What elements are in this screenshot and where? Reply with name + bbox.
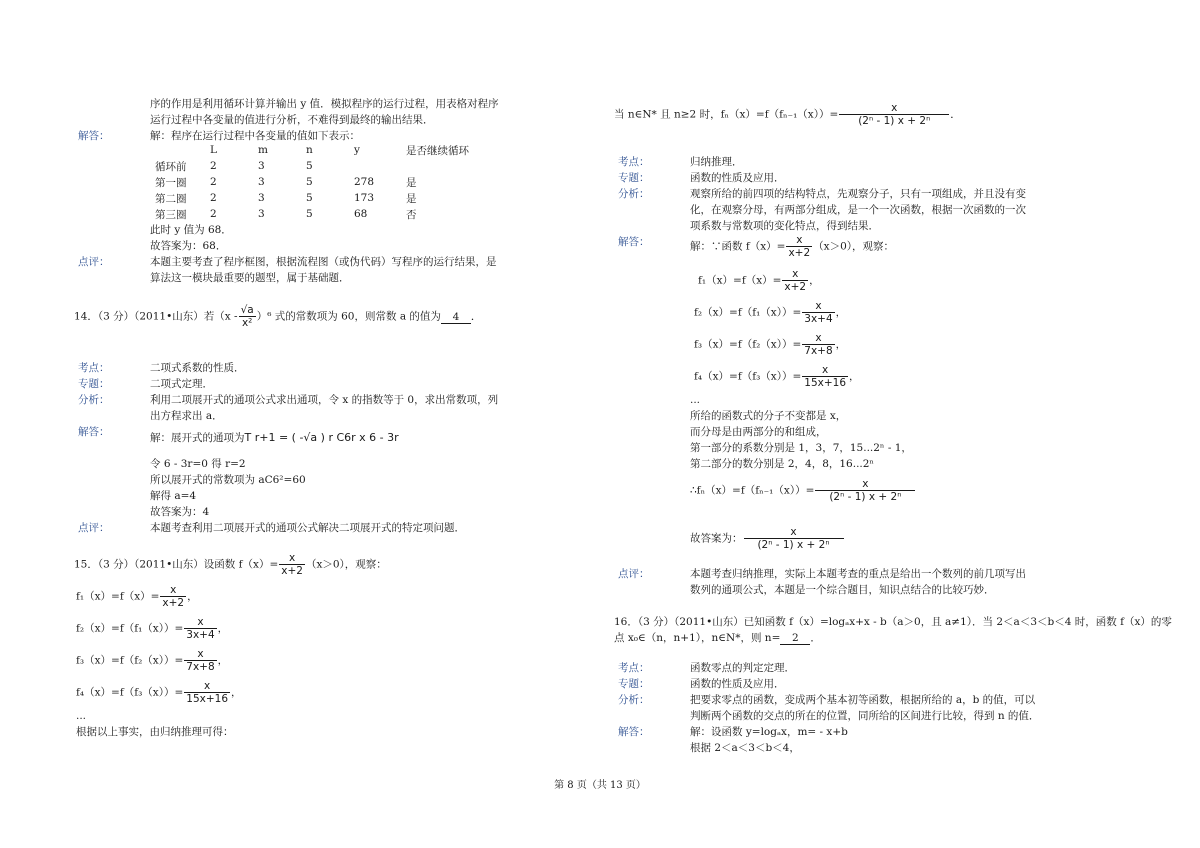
fraction-numerator: x	[802, 332, 834, 345]
text-line: 二项式定理．	[150, 378, 213, 390]
text-line: 利用二项展开式的通项公式求出通项，令 x 的指数等于 0，求出常数项，列	[150, 394, 499, 406]
table-cell: 2	[210, 208, 217, 220]
page-footer: 第 8 页（共 13 页）	[554, 780, 646, 791]
text-line: 归纳推理．	[690, 156, 743, 168]
f1-fraction	[160, 584, 186, 609]
f4-label: f₄（x）=f（f₃（x））=	[76, 686, 184, 699]
table-header: y	[354, 144, 360, 156]
table-header: n	[306, 144, 313, 156]
table-cell: 2	[210, 192, 217, 204]
q14-denominator: x²	[241, 317, 253, 329]
text-line: 第二部分的数分别是 2，4，8，16...2ⁿ	[690, 458, 874, 470]
fraction-numerator: x	[184, 648, 216, 661]
table-cell: 3	[258, 208, 265, 220]
q14-numerator: √a	[240, 304, 254, 316]
table-cell	[406, 158, 496, 174]
fraction-denominator: 7x+8	[186, 661, 215, 673]
label-comment: 点评：	[618, 568, 650, 580]
label-topic: 专题：	[78, 378, 110, 390]
table-cell: 第二圈	[155, 192, 187, 205]
f2-fraction	[184, 616, 216, 641]
fraction-numerator: x	[786, 234, 812, 247]
f4-fraction	[802, 364, 848, 389]
text-line: 二项式系数的性质．	[150, 362, 245, 374]
text-line: 本题考查利用二项展开式的通项公式解决二项展开式的特定项问题．	[150, 522, 465, 534]
q16-answer-blank: 2	[780, 632, 810, 645]
text-line	[150, 430, 399, 445]
fn-end: ．	[950, 108, 961, 121]
table-cell: 2	[210, 160, 217, 172]
f1-fraction	[782, 268, 808, 293]
label-answer: 解答：	[78, 130, 110, 142]
fraction-denominator: x+2	[784, 281, 807, 293]
fraction-numerator: x	[184, 616, 216, 629]
table-cell: 第三圈	[155, 208, 187, 221]
q16-prefix: 点 x₀∈（n，n+1），n∈N*，则 n=	[614, 632, 781, 644]
right-first-line	[614, 102, 961, 127]
table-cell: 173	[354, 192, 375, 204]
label-topic: 专题：	[618, 172, 650, 184]
fraction-denominator: 15x+16	[804, 377, 847, 389]
f2-line: f₂（x）=f（f₁（x））= $\frac{x}{3x+4}$ ，	[76, 616, 229, 641]
f1-line: f₁（x）=f（x）= $\frac{x}{x+2}$ ，	[76, 584, 198, 609]
q14-fraction	[239, 304, 256, 329]
s1-line	[690, 234, 894, 259]
f3-label: f₃（x）=f（f₂（x））=	[694, 338, 802, 351]
fraction-numerator: x	[802, 364, 848, 377]
text-line: 解：设函数 y=logₐx，m= - x+b	[690, 726, 848, 738]
f3-label: f₃（x）=f（f₂（x））=	[76, 654, 184, 667]
text-line: 解：程序在运行过程中各变量的值如下表示：	[150, 130, 360, 142]
table-header: 是否继续循环	[406, 144, 469, 157]
text-line: 算法这一模块最重要的题型，属于基础题．	[150, 272, 350, 284]
s1-suffix: （x＞0），观察：	[813, 240, 895, 253]
label-topic: 专题：	[618, 678, 650, 690]
q15-suffix: （x＞0），观察：	[305, 558, 387, 571]
label-analysis: 分析：	[78, 394, 110, 406]
table-row	[155, 190, 496, 206]
text-line: 把要求零点的函数，变成两个基本初等函数，根据所给的 a，b 的值，可以	[690, 694, 1036, 706]
fraction-denominator: (2ⁿ - 1) x + 2ⁿ	[858, 115, 931, 127]
final-answer-prefix: 故答案为：	[690, 532, 743, 545]
fraction-denominator: 7x+8	[804, 345, 833, 357]
q15-fraction	[279, 552, 305, 577]
fraction-numerator: x	[279, 552, 305, 565]
label-answer: 解答：	[618, 236, 650, 248]
f4-fraction	[184, 680, 230, 705]
f1-line: f₁（x）=f（x）= $\frac{x}{x+2}$ ，	[698, 268, 820, 293]
fn-result-fraction	[815, 478, 915, 503]
text-line: 判断两个函数的交点的所在的位置，同所给的区间进行比较，得到 n 的值．	[690, 710, 1040, 722]
fn-result-prefix: ∴fₙ（x）=f（fₙ₋₁（x））=	[690, 484, 815, 497]
fn-prefix: 当 n∈N* 且 n≥2 时，fₙ（x）=f（fₙ₋₁（x））=	[614, 108, 839, 121]
table-cell: 3	[258, 160, 265, 172]
table-cell: 是	[406, 176, 417, 189]
q14-general-term-formula: T r+1 = ( -√a ) r C6r x 6 - 3r	[244, 431, 399, 444]
s1-prefix: 解：∵函数 f（x）=	[690, 240, 786, 253]
f3-line: f₃（x）=f（f₂（x））= $\frac{x}{7x+8}$ ，	[76, 648, 229, 673]
text-line: 化，在观察分母，有两部分组成，是一个一次函数，根据一次函数的一次	[690, 204, 1026, 216]
text-line: 函数的性质及应用．	[690, 172, 785, 184]
label-comment: 点评：	[78, 256, 110, 268]
fraction-denominator: 3x+4	[804, 313, 833, 325]
text-line: 所给的函数式的分子不变都是 x，	[690, 410, 847, 422]
text-line: 此时 y 值为 68．	[150, 224, 232, 236]
f2-label: f₂（x）=f（f₁（x））=	[694, 306, 802, 319]
fraction-denominator: x+2	[281, 565, 303, 577]
text-line: 令 6 - 3r=0 得 r=2	[150, 458, 246, 470]
table-cell: 5	[306, 176, 313, 188]
label-point: 考点：	[618, 156, 650, 168]
table-cell	[354, 158, 406, 174]
fraction-numerator: x	[744, 526, 844, 539]
table-cell: 68	[354, 208, 368, 220]
text-line: 根据以上事实，由归纳推理可得：	[76, 726, 234, 738]
table-cell: 5	[306, 160, 313, 172]
table-cell: 是	[406, 192, 417, 205]
text-line: 第一部分的系数分别是 1，3，7，15...2ⁿ - 1，	[690, 442, 912, 454]
label-comment: 点评：	[78, 522, 110, 534]
text-line: 出方程求出 a．	[150, 410, 223, 422]
q14-prefix: 14．（3 分）（2011•山东）若（x -	[74, 310, 238, 323]
text-line: 观察所给的前四项的结构特点，先观察分子，只有一项组成，并且没有变	[690, 188, 1026, 200]
fraction-numerator: x	[839, 102, 949, 115]
fraction-denominator: 3x+4	[186, 629, 215, 641]
table-header: L	[210, 144, 217, 156]
q15-prefix: 15．（3 分）（2011•山东）设函数 f（x）=	[74, 558, 279, 571]
fn-result-line	[690, 478, 916, 503]
text-line: 故答案为：4	[150, 506, 210, 518]
f1-label: f₁（x）=f（x）=	[76, 590, 160, 603]
fraction-numerator: x	[802, 300, 834, 313]
f3-line: f₃（x）=f（f₂（x））= $\frac{x}{7x+8}$ ，	[694, 332, 847, 357]
q14-solution-prefix: 解：展开式的通项为	[150, 432, 245, 444]
fraction-numerator: x	[184, 680, 230, 693]
q14-end: ．	[470, 310, 482, 323]
f1-label: f₁（x）=f（x）=	[698, 274, 782, 287]
text-line: ...	[690, 394, 701, 406]
text-line: ...	[76, 710, 87, 722]
text-line: 序的作用是利用循环计算并输出 y 值．模拟程序的运行过程，用表格对程序	[150, 98, 499, 110]
label-analysis: 分析：	[618, 188, 650, 200]
final-answer-line	[690, 526, 845, 551]
text-line: 数列的通项公式，本题是一个综合题目，知识点结合的比较巧妙．	[690, 584, 995, 596]
fraction-denominator: x+2	[788, 247, 811, 259]
label-point: 考点：	[78, 362, 110, 374]
table-cell: 第一圈	[155, 176, 187, 189]
question-15	[74, 552, 387, 577]
f2-label: f₂（x）=f（f₁（x））=	[76, 622, 184, 635]
label-answer: 解答：	[78, 426, 110, 438]
q14-suffix: ）⁶ 式的常数项为 60，则常数 a 的值为	[256, 310, 441, 323]
label-answer: 解答：	[618, 726, 650, 738]
question-14	[74, 304, 481, 329]
table-cell: 5	[306, 192, 313, 204]
f2-line: f₂（x）=f（f₁（x））= $\frac{x}{3x+4}$ ，	[694, 300, 847, 325]
text-line: 函数的性质及应用．	[690, 678, 785, 690]
f3-fraction	[184, 648, 216, 673]
f4-label: f₄（x）=f（f₃（x））=	[694, 370, 802, 383]
label-analysis: 分析：	[618, 694, 650, 706]
table-row	[155, 158, 496, 174]
text-line: 故答案为：68．	[150, 240, 227, 252]
table-cell: 278	[354, 176, 375, 188]
text-line: 项系数与常数项的变化特点，得到结果．	[690, 220, 879, 232]
loop-table	[155, 142, 496, 222]
s1-fraction	[786, 234, 812, 259]
table-header: m	[258, 144, 268, 156]
f3-fraction	[802, 332, 834, 357]
final-answer-fraction	[744, 526, 844, 551]
question-16-line1: 16．（3 分）（2011•山东）已知函数 f（x）=logₐx+x - b（a＞0，且 a≠1）．当 2＜a＜3＜b＜4 时，函数 f（x）的零	[614, 616, 1172, 628]
table-cell: 循环前	[155, 160, 187, 173]
fraction-denominator: 15x+16	[186, 693, 229, 705]
f2-fraction	[802, 300, 834, 325]
f4-line: f₄（x）=f（f₃（x））= $\frac{x}{15x+16}$ ，	[76, 680, 242, 705]
text-line: 所以展开式的常数项为 aC6²=60	[150, 474, 306, 486]
table-cell: 3	[258, 192, 265, 204]
table-row	[155, 174, 496, 190]
q14-answer-blank: 4	[441, 311, 471, 324]
fn-fraction	[839, 102, 949, 127]
text-line: 而分母是由两部分的和组成，	[690, 426, 827, 438]
fraction-numerator: x	[815, 478, 915, 491]
fraction-denominator: (2ⁿ - 1) x + 2ⁿ	[757, 539, 830, 551]
fraction-denominator: x+2	[162, 597, 185, 609]
table-row	[155, 206, 496, 222]
text-line: 本题考查归纳推理，实际上本题考查的重点是给出一个数列的前几项写出	[690, 568, 1026, 580]
text-line: 函数零点的判定定理．	[690, 662, 795, 674]
table-cell: 否	[406, 208, 417, 221]
text-line: 根据 2＜a＜3＜b＜4，	[690, 742, 800, 754]
text-line: 运行过程中各变量的值进行分析，不难得到最终的输出结果．	[150, 114, 434, 126]
q16-end: ．	[810, 632, 821, 644]
fraction-numerator: x	[782, 268, 808, 281]
text-line: 解得 a=4	[150, 490, 197, 502]
text-line: 本题主要考查了程序框图，根据流程图（或伪代码）写程序的运行结果，是	[150, 256, 497, 268]
fraction-numerator: x	[160, 584, 186, 597]
question-16-line2	[614, 630, 821, 645]
label-point: 考点：	[618, 662, 650, 674]
fraction-denominator: (2ⁿ - 1) x + 2ⁿ	[829, 491, 902, 503]
f4-line: f₄（x）=f（f₃（x））= $\frac{x}{15x+16}$ ，	[694, 364, 860, 389]
table-row	[155, 142, 496, 158]
table-cell: 2	[210, 176, 217, 188]
table-cell: 5	[306, 208, 313, 220]
table-cell: 3	[258, 176, 265, 188]
